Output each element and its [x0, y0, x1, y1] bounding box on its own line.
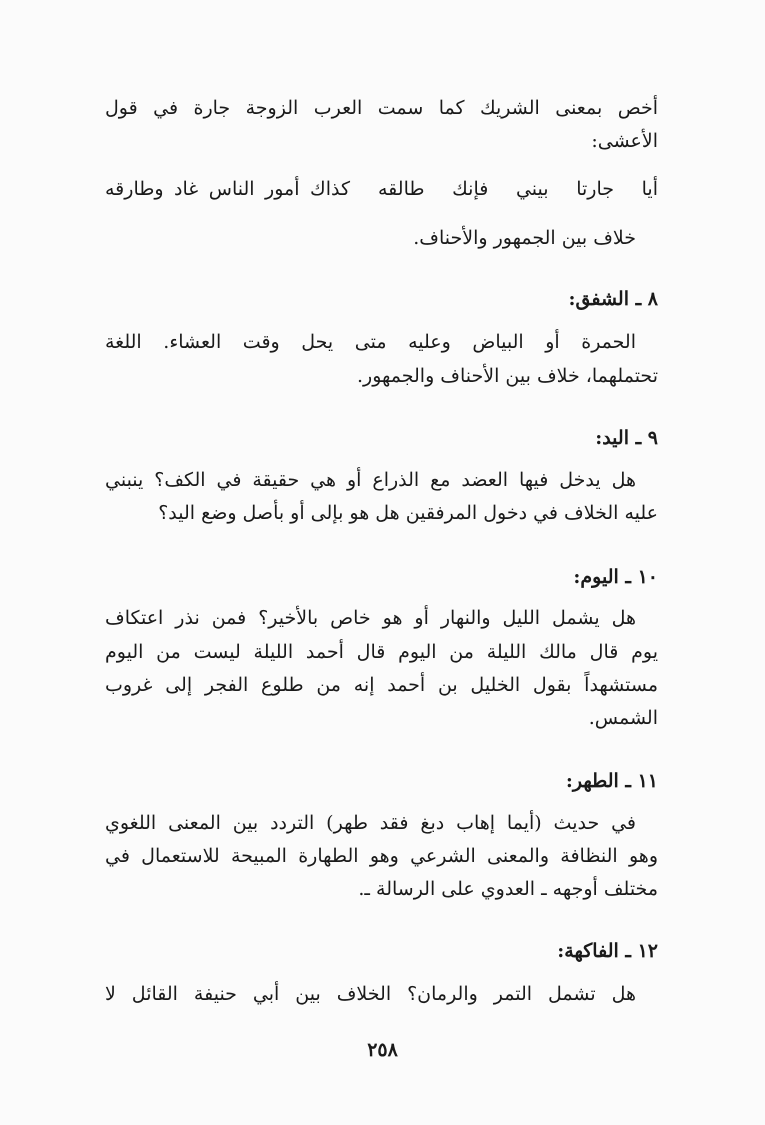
verse-hemistich-first: أيا جارتا بيني فإنك طالقه	[378, 178, 658, 200]
text-line: الحمرة أو البياض وعليه متى يحل وقت العشاء. اللغة	[105, 331, 636, 353]
section-heading: ٩ ـ اليد:	[595, 427, 658, 449]
text-line: أخص بمعنى الشريك كما سمت العرب الزوجة جارة في قول	[105, 97, 658, 119]
section-heading: ١٢ ـ الفاكهة:	[557, 940, 658, 962]
page-number: ٢٥٨	[367, 1039, 398, 1061]
section-heading: ١١ ـ الطهر:	[565, 770, 658, 792]
section-heading: ٨ ـ الشفق:	[568, 288, 658, 310]
section-heading: ١٠ ـ اليوم:	[573, 566, 658, 588]
text-line: هل يشمل الليل والنهار أو هو خاص بالأخير؟ فمن نذر اعتكاف	[105, 607, 636, 629]
text-line: هل تشمل التمر والرمان؟ الخلاف بين أبي حنيفة القائل لا	[105, 983, 636, 1005]
text-line: يوم قال مالك الليلة من اليوم قال أحمد الليلة ليست من اليوم	[105, 641, 658, 663]
text-line: الشمس.	[588, 707, 658, 729]
verse-hemistich-second: كذاك أمور الناس غاد وطارقه	[105, 178, 350, 200]
text-line: وهو النظافة والمعنى الشرعي وهو الطهارة المبيحة للاستعمال في	[105, 845, 658, 867]
text-line: في حديث (أيما إهاب دبغ فقد طهر) التردد بين المعنى اللغوي	[105, 812, 636, 834]
text-line: خلاف بين الجمهور والأحناف.	[413, 227, 636, 249]
text-line: هل يدخل فيها العضد مع الذراع أو هي حقيقة في الكف؟ ينبني	[105, 469, 636, 491]
text-line: الأعشى:	[591, 130, 658, 152]
text-line: مستشهداً بقول الخليل بن أحمد إنه من طلوع الفجر إلى غروب	[105, 674, 658, 696]
text-line: مختلف أوجهه ـ العدوي على الرسالة ـ.	[358, 878, 658, 900]
text-line: تحتملهما، خلاف بين الأحناف والجمهور.	[356, 365, 658, 387]
text-line: عليه الخلاف في دخول المرفقين هل هو بإلى أو بأصل وضع اليد؟	[158, 502, 658, 524]
